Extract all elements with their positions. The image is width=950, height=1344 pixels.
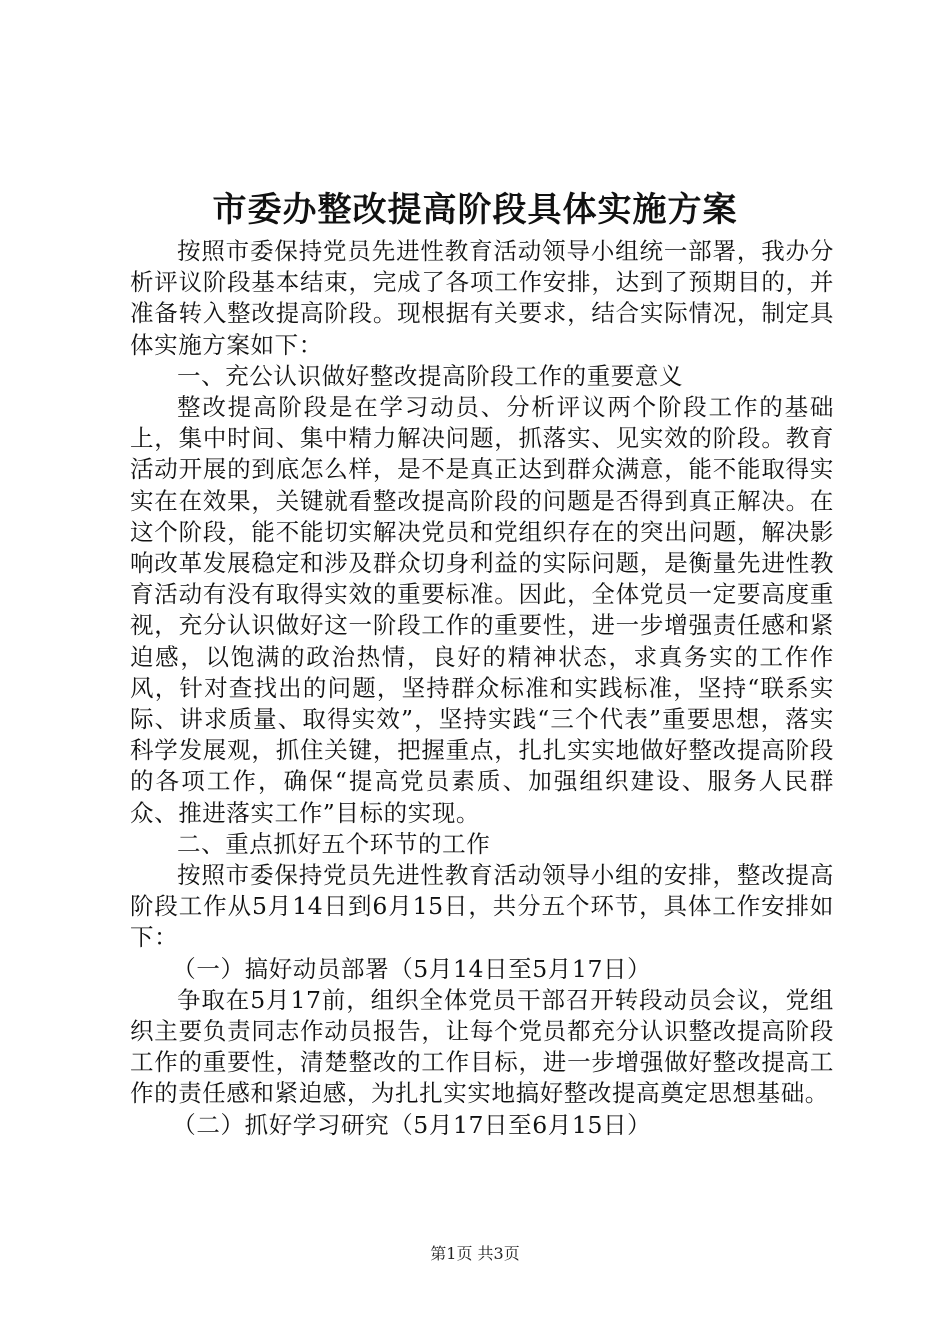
section-heading-1: 一、充公认识做好整改提高阶段工作的重要意义 xyxy=(177,361,684,390)
document-body xyxy=(130,236,834,1141)
page-number: 第1页 共3页 xyxy=(430,1244,520,1263)
subsection-heading-1: （一）搞好动员部署（5月14日至5月17日） xyxy=(172,954,652,983)
section-heading-2: 二、重点抓好五个环节的工作 xyxy=(177,829,491,858)
body-paragraph: 按照市委保持党员先进性教育活动领导小组的安排，整改提高阶段工作从5月14日到6月15日，共分五个环节，具体工作安排如下： xyxy=(130,861,834,952)
intro-paragraph: 按照市委保持党员先进性教育活动领导小组统一部署，我办分析评议阶段基本结束，完成了各项工作安排，达到了预期目的，并准备转入整改提高阶段。现根据有关要求，结合实际情况，制定具体实施方案如下： xyxy=(130,237,834,359)
body-paragraph: 争取在5月17前，组织全体党员干部召开转段动员会议，党组织主要负责同志作动员报告，让每个党员都充分认识整改提高阶段工作的重要性，清楚整改的工作目标，进一步增强做好整改提高工作的责任感和紧迫感，为扎扎实实地搞好整改提高奠定思想基础。 xyxy=(130,985,834,1108)
subsection-heading-2: （二）抓好学习研究（5月17日至6月15日） xyxy=(172,1110,652,1139)
body-paragraph: 整改提高阶段是在学习动员、分析评议两个阶段工作的基础上，集中时间、集中精力解决问题，抓落实、见实效的阶段。教育活动开展的到底怎么样，是不是真正达到群众满意，能不能取得实实在在效果，关键就看整改提高阶段的问题是否得到真正解决。在这个阶段，能不能切实解决党员和党组织存在的突出问题，解决影响改革发展稳定和涉及群众切身利益的实际问题，是衡量先进性教育活动有没有取得实效的重要标准。因此，全体党员一定要高度重视，充分认识做好这一阶段工作的重要性，进一步增强责任感和紧迫感，以饱满的政治热情，良好的精神状态，求真务实的工作作风，针对查找出的问题，坚持群众标准和实践标准，坚持“联系实际、讲求质量、取得实效”，坚持实践“三个代表”重要思想，落实科学发展观，抓住关键，把握重点，扎扎实实地做好整改提高阶段的各项工作，确保“提高党员素质、加强组织建设、服务人民群众、推进落实工作”目标的实现。 xyxy=(130,393,834,827)
document-title: 市委办整改提高阶段具体实施方案 xyxy=(212,190,738,230)
